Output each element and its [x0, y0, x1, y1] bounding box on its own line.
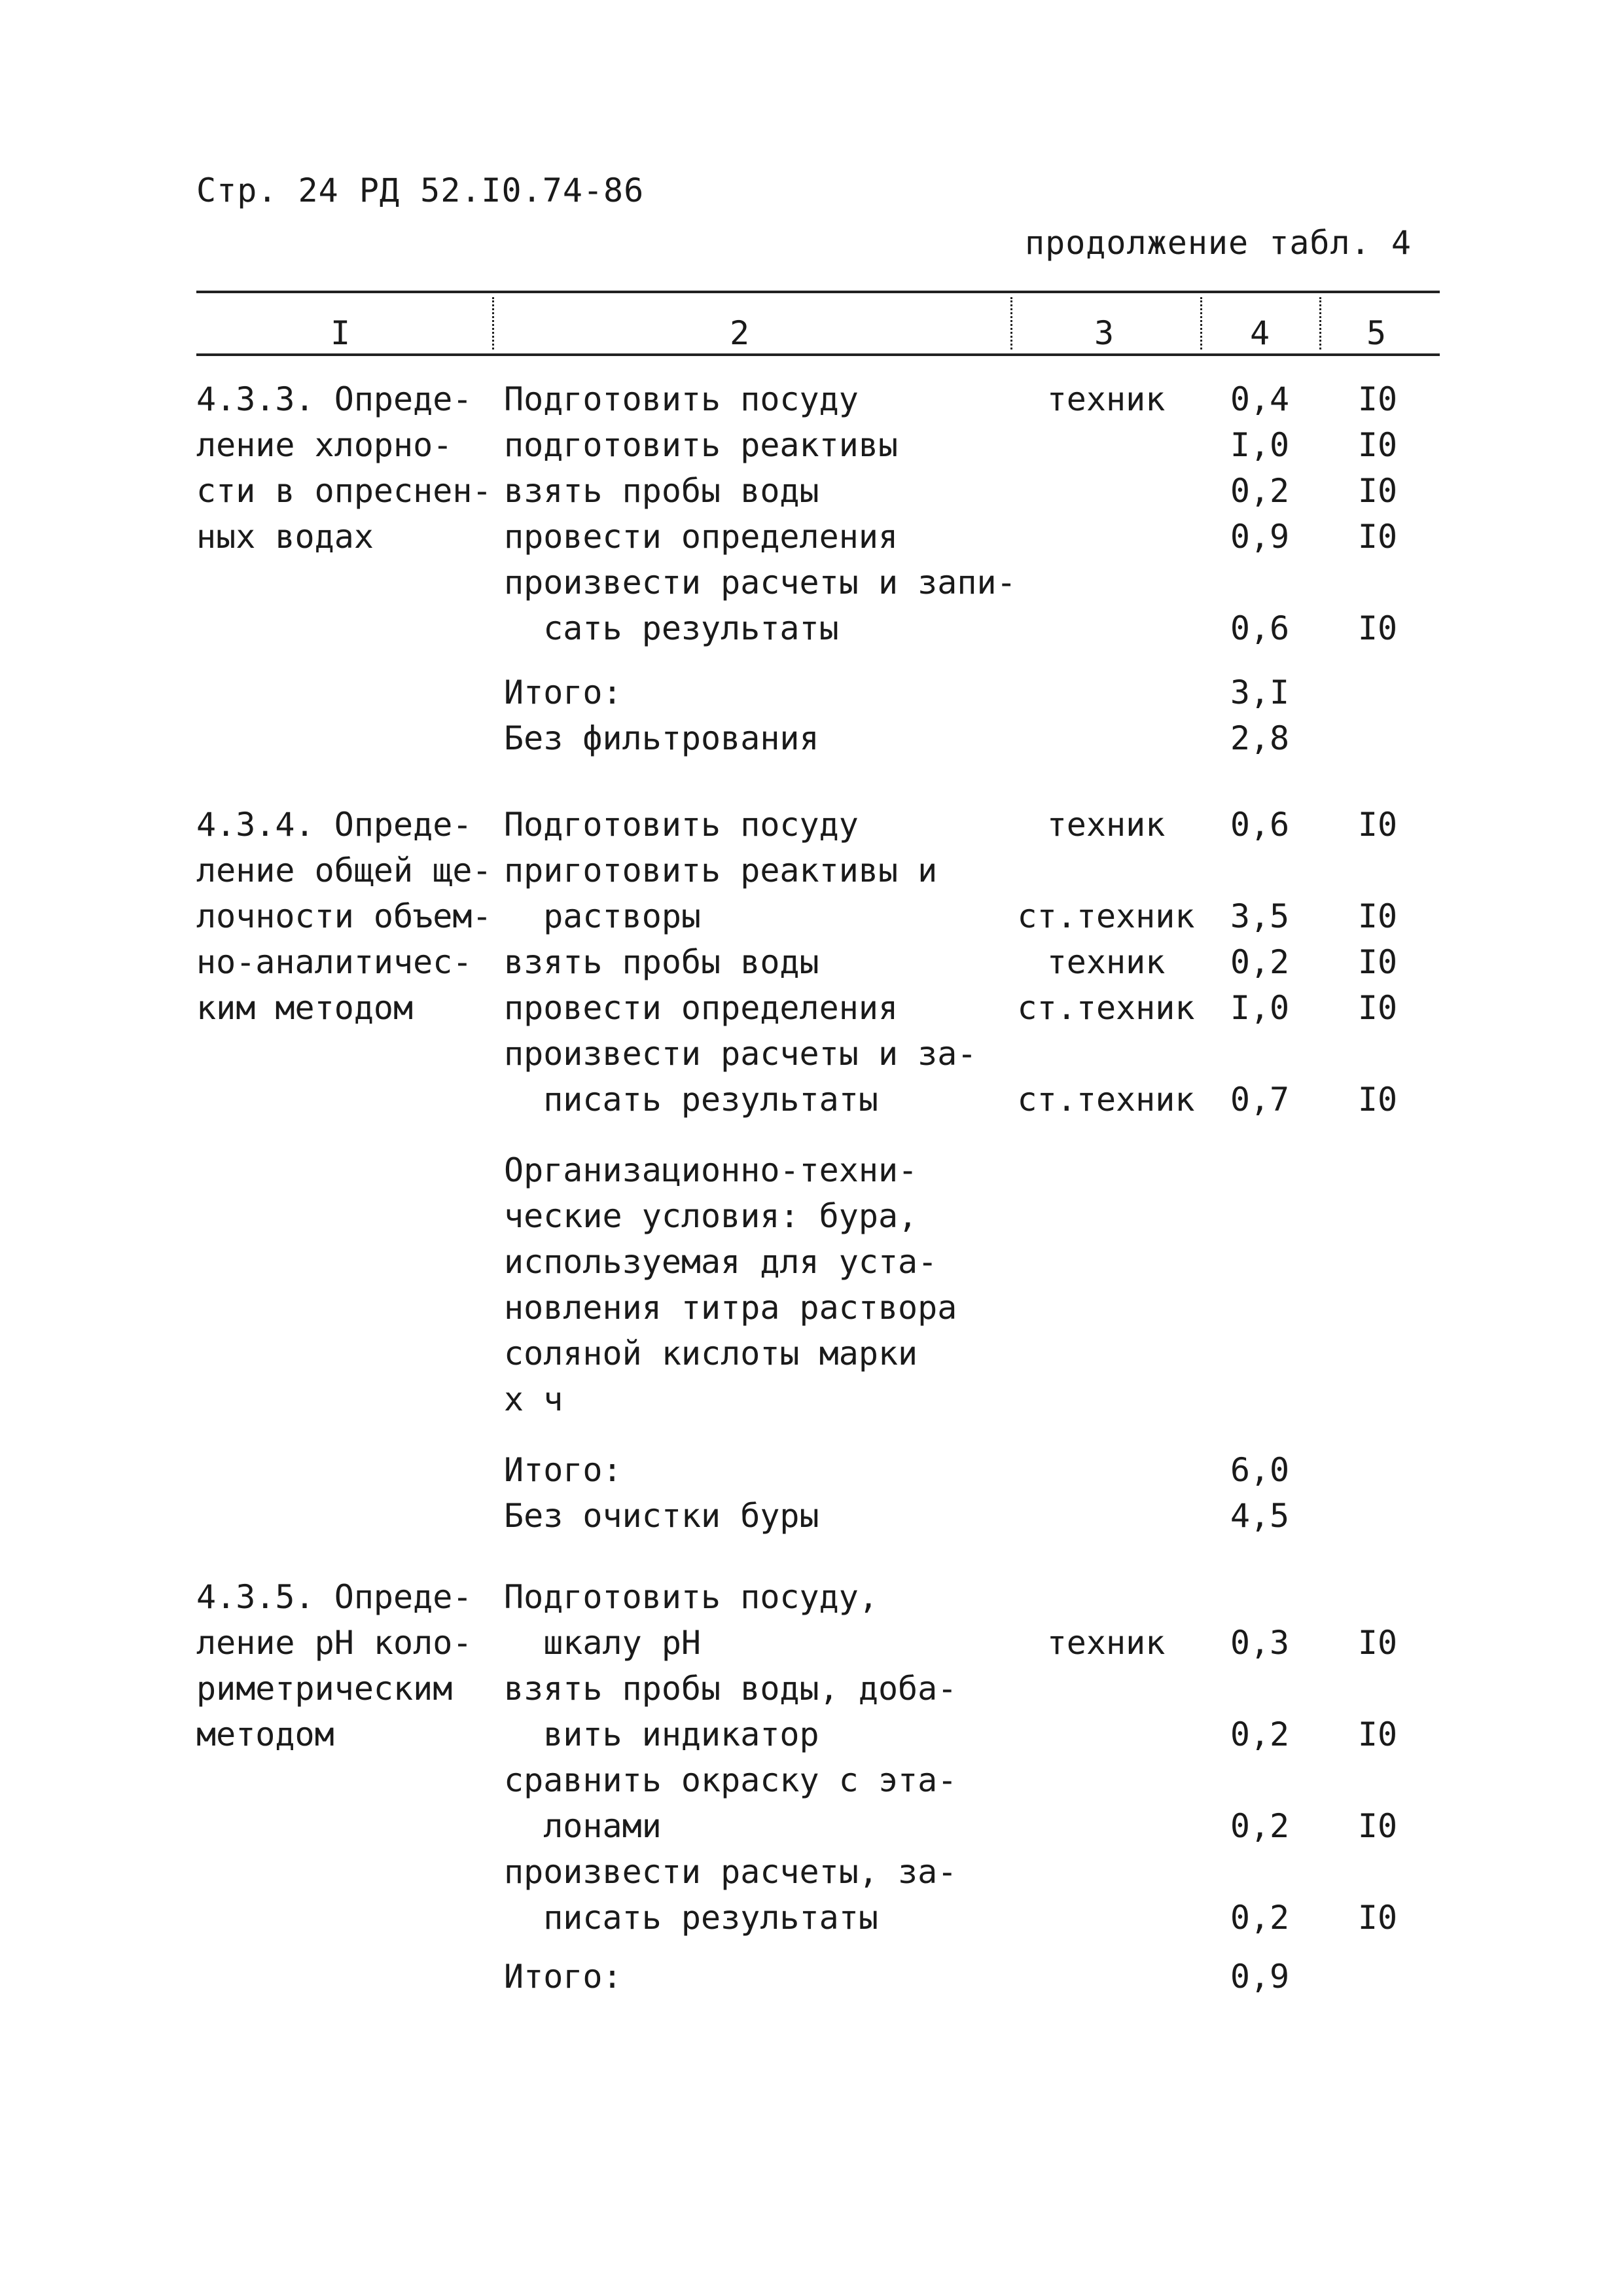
frequency-cell: I0: [1357, 426, 1398, 464]
column-header-5: 5: [1366, 314, 1387, 352]
frequency-cell: I0: [1357, 1807, 1398, 1845]
time-norm-cell: I,0: [1230, 426, 1290, 464]
column-header-2: 2: [730, 314, 750, 352]
time-norm-cell: 0,3: [1230, 1624, 1290, 1662]
table-top-rule: [196, 291, 1440, 293]
time-norm-cell: 2,8: [1230, 719, 1290, 757]
task-cell: х ч: [504, 1380, 563, 1418]
time-norm-cell: 0,2: [1230, 1899, 1290, 1937]
task-cell: используемая для уста-: [504, 1243, 938, 1281]
frequency-cell: I0: [1357, 1715, 1398, 1753]
section-title-line: ление общей ще-: [196, 852, 492, 889]
task-cell: Итого:: [504, 1958, 622, 1996]
task-cell: Подготовить посуду: [504, 380, 859, 418]
performer-cell: техник: [1046, 380, 1166, 418]
performer-cell: техник: [1046, 806, 1166, 844]
page-header: Стр. 24 РД 52.I0.74-86: [196, 171, 645, 209]
time-norm-cell: I,0: [1230, 989, 1290, 1027]
task-cell: ческие условия: бура,: [504, 1197, 918, 1235]
time-norm-cell: 0,2: [1230, 1715, 1290, 1753]
section-title-line: 4.3.5. Опреде-: [196, 1578, 473, 1616]
frequency-cell: I0: [1357, 806, 1398, 844]
task-cell: сать результаты: [504, 609, 839, 647]
frequency-cell: I0: [1357, 989, 1398, 1027]
task-cell: взять пробы воды: [504, 472, 819, 510]
section-title-line: сти в опреснен-: [196, 472, 492, 510]
section-title-line: ким методом: [196, 989, 414, 1027]
time-norm-cell: 0,9: [1230, 1958, 1290, 1996]
task-cell: писать результаты: [504, 1081, 878, 1119]
section-title-line: риметрическим: [196, 1670, 453, 1708]
frequency-cell: I0: [1357, 380, 1398, 418]
task-cell: произвести расчеты и запи-: [504, 564, 1016, 601]
table-header-rule: [196, 353, 1440, 356]
task-cell: растворы: [504, 897, 702, 935]
task-cell: новления титра раствора: [504, 1289, 957, 1327]
frequency-cell: I0: [1357, 1081, 1398, 1119]
task-cell: провести определения: [504, 518, 899, 556]
column-separator: [1200, 297, 1202, 350]
frequency-cell: I0: [1357, 897, 1398, 935]
task-cell: Без фильтрования: [504, 719, 819, 757]
task-cell: Организационно-техни-: [504, 1151, 918, 1189]
frequency-cell: I0: [1357, 609, 1398, 647]
frequency-cell: I0: [1357, 472, 1398, 510]
frequency-cell: I0: [1357, 943, 1398, 981]
section-title-line: 4.3.3. Опреде-: [196, 380, 473, 418]
task-cell: Без очистки буры: [504, 1497, 819, 1535]
performer-cell: техник: [1046, 1624, 1166, 1662]
task-cell: провести определения: [504, 989, 899, 1027]
column-header-3: 3: [1094, 314, 1115, 352]
frequency-cell: I0: [1357, 1624, 1398, 1662]
task-cell: соляной кислоты марки: [504, 1335, 918, 1372]
performer-cell: ст.техник: [1017, 1081, 1195, 1119]
performer-cell: ст.техник: [1017, 989, 1195, 1027]
task-cell: произвести расчеты, за-: [504, 1853, 957, 1891]
task-cell: произвести расчеты и за-: [504, 1035, 977, 1073]
task-cell: сравнить окраску с эта-: [504, 1761, 957, 1799]
time-norm-cell: 6,0: [1230, 1451, 1290, 1489]
time-norm-cell: 3,5: [1230, 897, 1290, 935]
task-cell: вить индикатор: [504, 1715, 819, 1753]
section-title-line: ных водах: [196, 518, 374, 556]
section-title-line: лочности объем-: [196, 897, 492, 935]
column-header-4: 4: [1250, 314, 1270, 352]
column-separator: [1010, 297, 1012, 350]
task-cell: Подготовить посуду,: [504, 1578, 878, 1616]
section-title-line: методом: [196, 1715, 334, 1753]
time-norm-cell: 0,4: [1230, 380, 1290, 418]
column-separator: [492, 297, 494, 350]
task-cell: шкалу рН: [504, 1624, 702, 1662]
time-norm-cell: 0,2: [1230, 472, 1290, 510]
time-norm-cell: 0,7: [1230, 1081, 1290, 1119]
task-cell: взять пробы воды, доба-: [504, 1670, 957, 1708]
performer-cell: техник: [1046, 943, 1166, 981]
time-norm-cell: 4,5: [1230, 1497, 1290, 1535]
task-cell: писать результаты: [504, 1899, 878, 1937]
column-separator: [1319, 297, 1321, 350]
frequency-cell: I0: [1357, 1899, 1398, 1937]
task-cell: Подготовить посуду: [504, 806, 859, 844]
column-header-1: I: [330, 314, 351, 352]
time-norm-cell: 3,I: [1230, 673, 1290, 711]
section-title-line: 4.3.4. Опреде-: [196, 806, 473, 844]
time-norm-cell: 0,2: [1230, 943, 1290, 981]
time-norm-cell: 0,2: [1230, 1807, 1290, 1845]
section-title-line: но-аналитичес-: [196, 943, 473, 981]
time-norm-cell: 0,6: [1230, 609, 1290, 647]
task-cell: взять пробы воды: [504, 943, 819, 981]
table-continuation-label: продолжение табл. 4: [1025, 224, 1412, 262]
task-cell: Итого:: [504, 673, 622, 711]
time-norm-cell: 0,9: [1230, 518, 1290, 556]
time-norm-cell: 0,6: [1230, 806, 1290, 844]
section-title-line: ление хлорно-: [196, 426, 453, 464]
task-cell: лонами: [504, 1807, 662, 1845]
frequency-cell: I0: [1357, 518, 1398, 556]
task-cell: приготовить реактивы и: [504, 852, 938, 889]
section-title-line: ление рН коло-: [196, 1624, 473, 1662]
performer-cell: ст.техник: [1017, 897, 1195, 935]
task-cell: подготовить реактивы: [504, 426, 899, 464]
task-cell: Итого:: [504, 1451, 622, 1489]
